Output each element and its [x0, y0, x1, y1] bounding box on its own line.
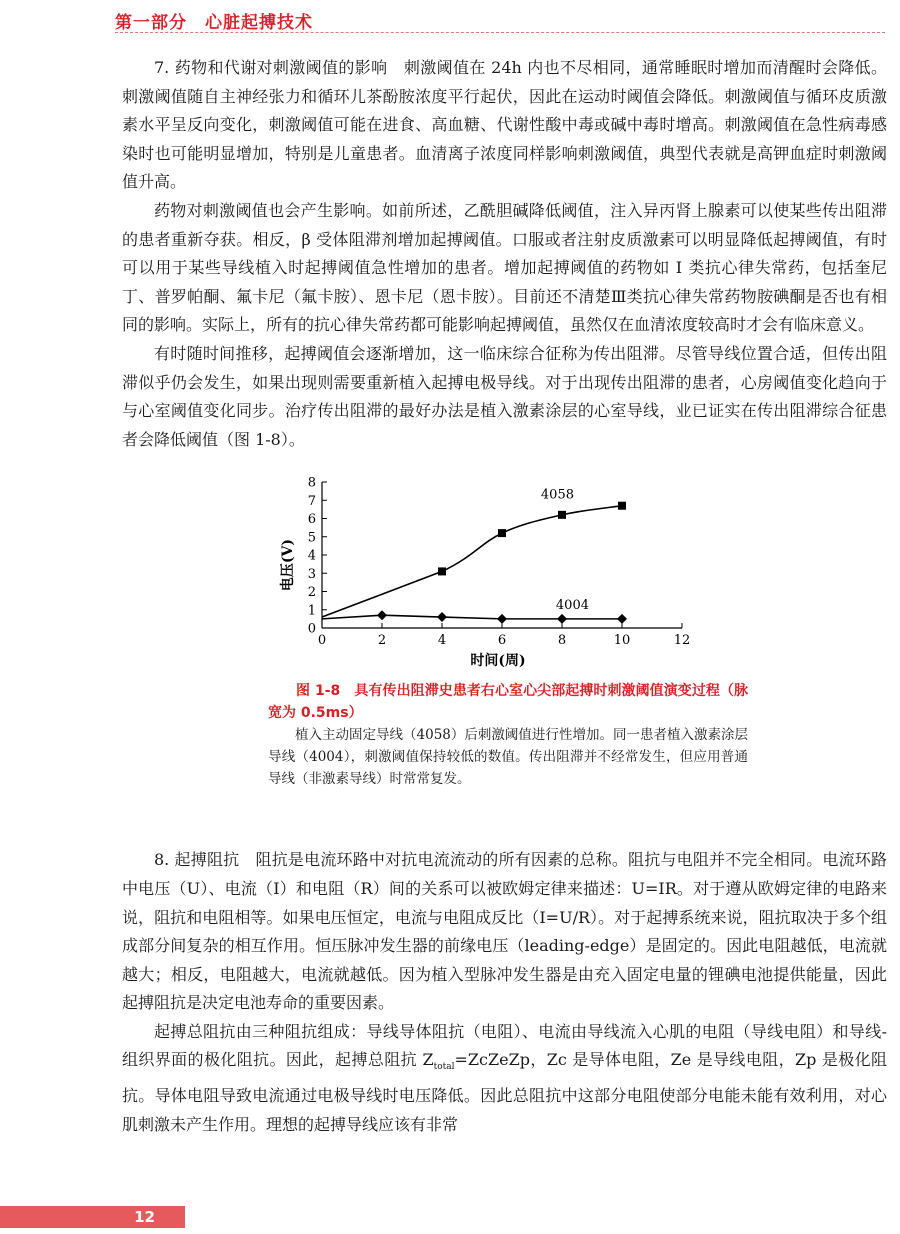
caption-title: 图 1-8 具有传出阻滞史患者右心室心尖部起搏时刺激阈值演变过程（脉宽为 0.5ms） — [268, 683, 748, 722]
page-header — [115, 4, 885, 32]
data-point-4004 — [437, 612, 447, 622]
paragraph-drug-effects: 药物对刺激阈值也会产生影响。如前所述，乙酰胆碱降低阈值，注入异丙肾上腺素可以使某些传出阻滞的患者重新夺获。相反，β 受体阻滞剂增加起搏阈值。口服或者注射皮质激素可以明显降低起搏阈值，有时可以用于某些导线植入时起搏阈值急性增加的患者。增加起搏阈值的药物如 Ⅰ 类抗心律失常药，包括奎尼丁、普罗帕酮、氟卡尼（氟卡胺）、恩卡尼（恩卡胺）。目前还不清楚Ⅲ类抗心律失常药物胺碘酮是否也有相同的影响。实际上，所有的抗心律失常药都可能影响起搏阈值，虽然仅在血清浓度较高时才会有临床意义。 — [122, 200, 887, 335]
paragraph-drug-metabolism: 7. 药物和代谢对刺激阈值的影响 刺激阈值在 24h 内也不尽相同，通常睡眠时增加而清醒时会降低。刺激阈值随自主神经张力和循环儿茶酚胺浓度平行起伏，因此在运动时阈值会降低。刺激阈值与循环皮质激素水平呈反向变化，刺激阈值可能在进食、高血糖、代谢性酸中毒或碱中毒时增高。刺激阈值在急性病毒感染时也可能明显增加，特别是儿童患者。血清离子浓度同样影响刺激阈值，典型代表就是高钾血症时刺激阈值升高。 — [122, 58, 887, 192]
y-tick-label: 1 — [307, 603, 316, 619]
header-divider — [115, 32, 885, 33]
data-point-4004 — [377, 611, 387, 621]
data-point-4058 — [438, 568, 446, 576]
x-tick-label: 12 — [673, 633, 691, 649]
paragraph-exit-block: 有时随时间推移，起搏阈值会逐渐增加，这一临床综合征称为传出阻滞。尽管导线位置合适，但传出阻滞似乎仍会发生，如果出现则需要重新植入起搏电极导线。对于出现传出阻滞的患者，心房阈值变化趋向于与心室阈值变化同步。治疗传出阻滞的最好办法是植入激素涂层的心室导线，业已证实在传出阻滞综合征患者会降低阈值（图 1-8）。 — [122, 343, 887, 449]
series-line-4004 — [322, 616, 622, 620]
figure-caption — [268, 680, 748, 790]
figure-1-8 — [122, 468, 887, 830]
impedance-subscript: total — [433, 1062, 455, 1073]
data-point-4004 — [617, 614, 627, 624]
x-tick-label: 0 — [317, 633, 327, 649]
x-tick-label: 4 — [437, 633, 447, 649]
data-point-4058 — [558, 511, 566, 519]
threshold-chart — [272, 468, 712, 673]
impedance-text-b: =ZcZeZp，Zc 是导体电阻，Ze 是导线电阻，Zp 是极化阻抗。导体电阻导致电流通过电极导线时电压降低。因此总阻抗中这部分电阻使部分电能未能有效利用，对心肌刺激未产生作用。理想的起搏导线应该有非常 — [122, 1050, 887, 1134]
x-tick-label: 2 — [377, 633, 387, 649]
x-axis-title: 时间(周) — [470, 653, 526, 670]
y-tick-label: 8 — [307, 475, 316, 491]
data-point-4058 — [498, 529, 506, 537]
series-label-4058: 4058 — [540, 487, 574, 503]
x-tick-label: 6 — [497, 633, 507, 649]
page-number: 12 — [134, 1208, 155, 1226]
y-tick-label: 7 — [307, 494, 316, 510]
y-tick-label: 2 — [307, 585, 316, 601]
paragraph-total-impedance — [122, 1018, 887, 1140]
y-tick-label: 5 — [307, 530, 316, 546]
data-point-4058 — [618, 502, 626, 510]
paragraph-pacing-impedance: 8. 起搏阻抗 阻抗是电流环路中对抗电流流动的所有因素的总称。阻抗与电阻并不完全相同。电流环路中电压（U）、电流（I）和电阻（R）间的关系可以被欧姆定律来描述：U=IR。对于遵从欧姆定律的电路来说，阻抗和电阻相等。如果电压恒定，电流与电阻成反比（I=U/R）。对于起搏系统来说，阻抗取决于多个组成部分间复杂的相互作用。恒压脉冲发生器的前缘电压（leading-edge）是固定的。因此电阻越低，电流就越大；相反，电阻越大，电流就越低。因为植入型脉冲发生器是由充入固定电量的锂碘电池提供能量，因此起搏阻抗是决定电池寿命的重要因素。 — [122, 850, 887, 1013]
section-title: 第一部分 心脏起搏技术 — [115, 13, 313, 33]
y-tick-label: 4 — [307, 548, 316, 564]
impedance-text-a: 起搏总阻抗由三种阻抗组成：导线导体阻抗（电阻）、电流由导线流入心肌的电阻（导线电阻）和导线-组织界面的极化阻抗。因此，起搏总阻抗 Z — [122, 1021, 887, 1070]
caption-body: 植入主动固定导线（4058）后刺激阈值进行性增加。同一患者植入激素涂层导线（4004），刺激阈值保持较低的数值。传出阻滞并不经常发生，但应用普通导线（非激素导线）时常常复发。 — [268, 727, 748, 788]
data-point-4004 — [497, 614, 507, 624]
y-tick-label: 3 — [307, 567, 316, 583]
y-tick-label: 6 — [307, 512, 316, 528]
y-axis-title: 电压(V) — [280, 539, 296, 592]
data-point-4004 — [557, 614, 567, 624]
main-content — [122, 54, 887, 1139]
series-label-4004: 4004 — [555, 598, 589, 614]
x-tick-label: 8 — [557, 633, 567, 649]
y-tick-label: 0 — [307, 621, 316, 637]
x-tick-label: 10 — [613, 633, 631, 649]
